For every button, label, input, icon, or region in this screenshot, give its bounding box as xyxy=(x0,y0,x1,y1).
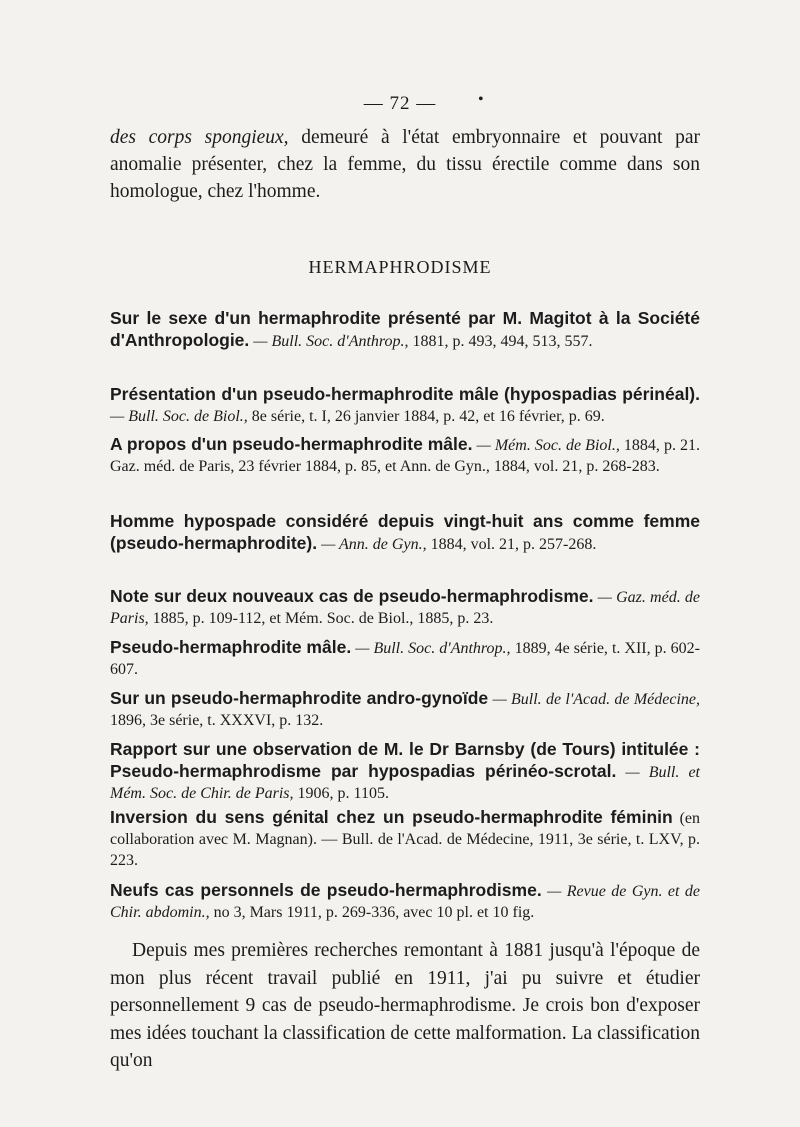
page-number: — 72 — • xyxy=(363,91,485,114)
bibliography-entry: Présentation d'un pseudo-hermaphrodite mâle (hypospadias périnéal).— Bull. Soc. de Biol., 8e série, t. I, 26 janvier 1884, p. 42, et 16 février, p. 69. xyxy=(110,384,700,425)
printer-mark: • xyxy=(478,91,485,108)
bibliography-entry: Sur un pseudo-hermaphrodite andro-gynoïde — Bull. de l'Acad. de Médecine, 1896, 3e série, t. XXXVI, p. 132. xyxy=(110,688,701,729)
section-heading: HERMAPHRODISME xyxy=(308,257,492,277)
bibliography-entry: Pseudo-hermaphrodite mâle. — Bull. Soc. d'Anthrop., 1889, 4e série, t. XII, p. 602-607. xyxy=(110,637,700,678)
bibliography-entry: A propos d'un pseudo-hermaphrodite mâle. — Mém. Soc. de Biol., 1884, p. 21. Gaz. méd. de Paris, 23 février 1884, p. 85, et Ann. de Gyn., 1884, vol. 21, p. 268-283. xyxy=(110,434,701,475)
bibliography-entry: Sur le sexe d'un hermaphrodite présenté par M. Magitot à la Société d'Anthropologie. — Bull. Soc. d'Anthrop., 1881, p. 493, 494, 513, 557. xyxy=(110,308,700,350)
intro-paragraph: des corps spongieux, demeuré à l'état embryonnaire et pouvant par anomalie présenter, chez la femme, du tissu érectile comme dans son homologue, chez l'homme. xyxy=(110,127,700,202)
bibliography-entry: Neufs cas personnels de pseudo-hermaphrodisme. — Revue de Gyn. et de Chir. abdomin., no 3, Mars 1911, p. 269-336, avec 10 pl. et 10 fig. xyxy=(110,880,700,921)
closing-paragraph: Depuis mes premières recherches remontant à 1881 jusqu'à l'époque de mon plus récent travail publié en 1911, j'ai pu suivre et étudier personnellement 9 cas de pseudo-hermaphrodisme. Je crois bon d'exposer mes idées touchant la classification de cette malformation. La classification qu'on xyxy=(110,940,700,1071)
bibliography-entry: Inversion du sens génital chez un pseudo-hermaphrodite féminin (en collaboration avec M. Magnan). — Bull. de l'Acad. de Médecine, 1911, 3e série, t. LXV, p. 223. xyxy=(110,807,701,869)
bibliography-entry: Note sur deux nouveaux cas de pseudo-hermaphrodisme. — Gaz. méd. de Paris, 1885, p. 109-112, et Mém. Soc. de Biol., 1885, p. 23. xyxy=(110,586,701,627)
bibliography-entry: Homme hypospade considéré depuis vingt-huit ans comme femme (pseudo-hermaphrodite). — Ann. de Gyn., 1884, vol. 21, p. 257-268. xyxy=(110,511,700,553)
bibliography-entry: Rapport sur une observation de M. le Dr Barnsby (de Tours) intitulée : Pseudo-hermaphrodisme par hypospadias périnéo-scrotal. — Bull. et Mém. Soc. de Chir. de Paris, 1906, p. 1105. xyxy=(110,739,700,802)
